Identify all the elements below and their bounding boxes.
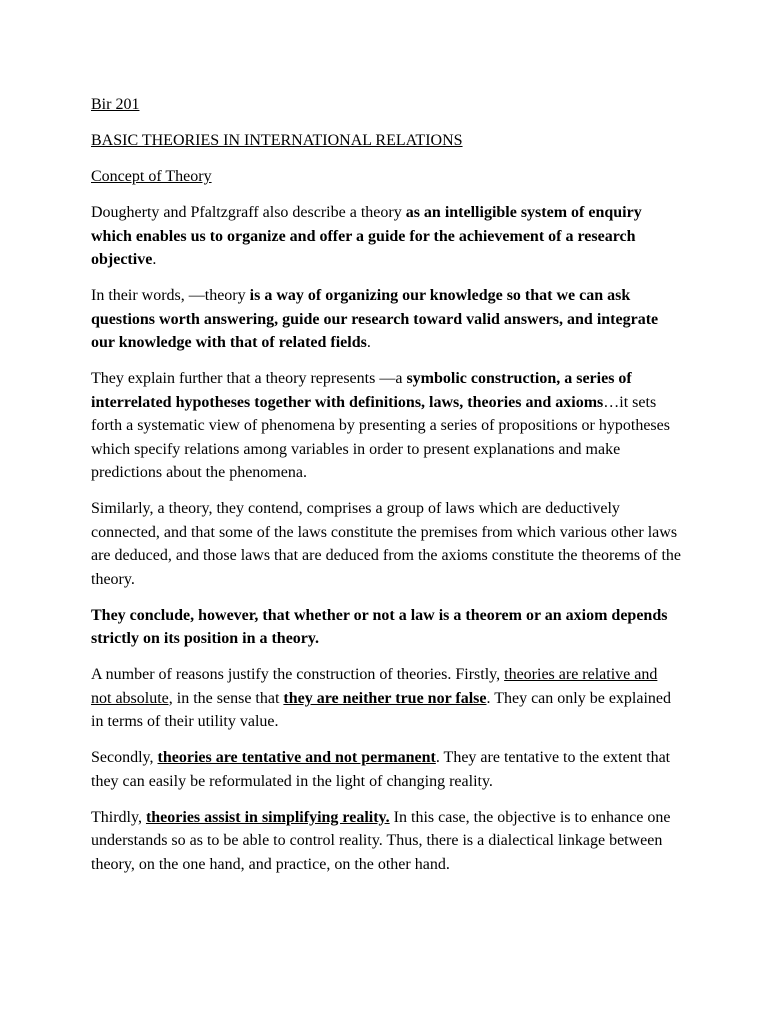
paragraph-secondly: Secondly, theories are tentative and not permanent. They are tentative to the extent that they can easily be reformulated in the light of changing reality. [91, 749, 671, 790]
paragraph-firstly: A number of reasons justify the construction of theories. Firstly, theories are relative and not absolute, in the sense that they are neither true nor false. They can only be explained in terms of their utility value. [91, 666, 672, 730]
document-page [91, 93, 681, 889]
section-title: Concept of Theory [91, 168, 212, 185]
paragraph-conclusion: They conclude, however, that whether or not a law is a theorem or an axiom depends strictly on its position in a theory. [91, 606, 668, 647]
paragraph-definition: Dougherty and Pfaltzgraff also describe a theory as an intelligible system of enquiry which enables us to organize and offer a guide for the achievement of a research objective. [91, 204, 642, 268]
paragraph-symbolic-construction: They explain further that a theory represents —a symbolic construction, a series of interrelated hypotheses together with definitions, laws, theories and axioms…it sets forth a systematic view of phenomena by presenting a series of propositions or hypotheses which specify relations among variables in order to present explanations and make predictions about the phenomena. [91, 370, 670, 481]
course-title: BASIC THEORIES IN INTERNATIONAL RELATIONS [91, 132, 463, 149]
paragraph-their-words: In their words, —theory is a way of organizing our knowledge so that we can ask questions worth answering, guide our research toward valid answers, and integrate our knowledge with that of related fields. [91, 287, 659, 351]
paragraph-thirdly: Thirdly, theories assist in simplifying reality. In this case, the objective is to enhance one understands so as to be able to control reality. Thus, there is a dialectical linkage between theory, on the one hand, and practice, on the other hand. [91, 808, 671, 873]
paragraph-group-of-laws: Similarly, a theory, they contend, comprises a group of laws which are deductively connected, and that some of the laws constitute the premises from which various other laws are deduced, and those laws that are deduced from the axioms constitute the theorems of the theory. [91, 500, 682, 588]
course-code: Bir 201 [91, 96, 140, 113]
